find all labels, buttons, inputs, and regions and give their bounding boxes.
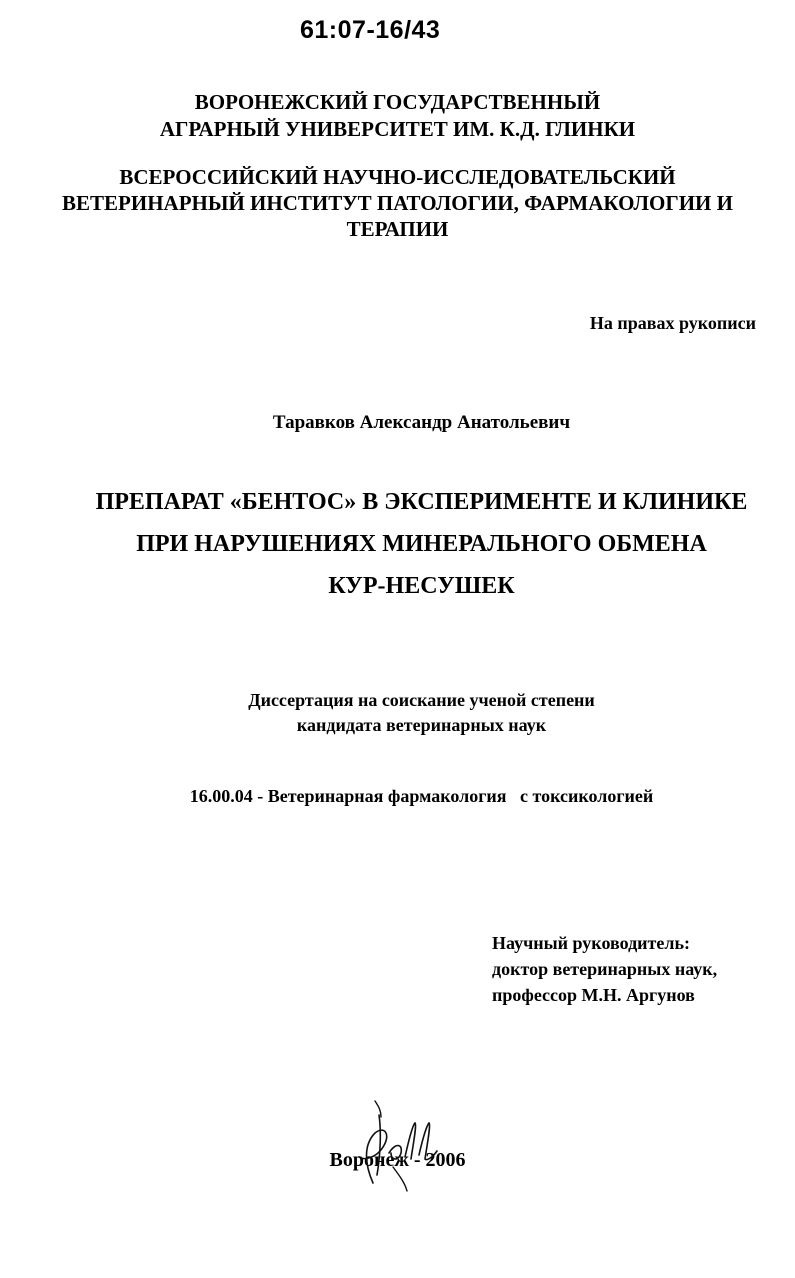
- title-line: ПРИ НАРУШЕНИЯХ МИНЕРАЛЬНОГО ОБМЕНА: [136, 531, 707, 557]
- degree-line: кандидата ветеринарных наук: [296, 715, 547, 735]
- title-line: ПРЕПАРАТ «БЕНТОС» В ЭКСПЕРИМЕНТЕ И КЛИНИКЕ: [95, 489, 748, 515]
- author-name: Таравков Александр Анатольевич: [272, 412, 571, 433]
- handwritten-signature: [335, 1095, 455, 1195]
- institute-line: ТЕРАПИИ: [346, 217, 449, 241]
- university-name: [0, 89, 795, 143]
- city-year: Воронеж - 2006: [329, 1149, 466, 1171]
- university-line: АГРАРНЫЙ УНИВЕРСИТЕТ ИМ. К.Д. ГЛИНКИ: [159, 117, 636, 141]
- institute-line: ВСЕРОССИЙСКИЙ НАУЧНО-ИССЛЕДОВАТЕЛЬСКИЙ: [119, 165, 676, 189]
- supervisor-block: [492, 930, 717, 1008]
- university-line: ВОРОНЕЖСКИЙ ГОСУДАРСТВЕННЫЙ: [194, 90, 601, 114]
- title-line: КУР-НЕСУШЕК: [328, 573, 515, 599]
- registry-code: 61:07-16/43: [300, 16, 441, 44]
- degree-line: Диссертация на соискание ученой степени: [248, 690, 595, 710]
- dissertation-title: [0, 481, 795, 607]
- degree-statement: [0, 688, 795, 738]
- supervisor-line: профессор М.Н. Аргунов: [492, 985, 695, 1005]
- institute-name: [0, 164, 795, 242]
- supervisor-line: Научный руководитель:: [492, 933, 690, 953]
- specialty-code: 16.00.04 - Ветеринарная фармакология с токсикологией: [189, 786, 654, 806]
- institute-line: ВЕТЕРИНАРНЫЙ ИНСТИТУТ ПАТОЛОГИИ, ФАРМАКОЛОГИИ И: [62, 191, 733, 215]
- supervisor-line: доктор ветеринарных наук,: [492, 959, 718, 979]
- manuscript-note: На правах рукописи: [589, 313, 756, 333]
